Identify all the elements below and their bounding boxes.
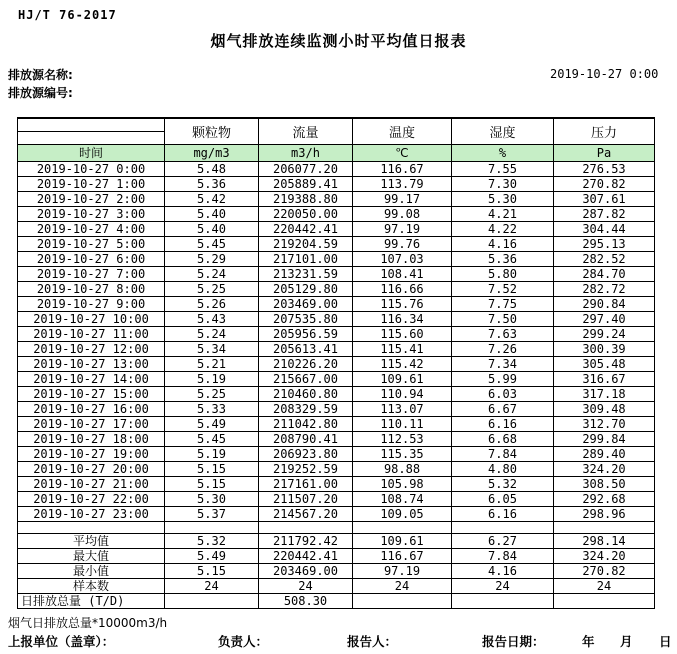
time-cell: 2019-10-27 16:00 (18, 402, 165, 417)
value-cell: 316.67 (554, 372, 655, 387)
value-cell: 5.45 (165, 237, 259, 252)
value-cell: 4.16 (452, 237, 554, 252)
summary-label-cell: 平均值 (18, 534, 165, 549)
value-cell: 208329.59 (259, 402, 353, 417)
value-cell: 5.32 (452, 477, 554, 492)
value-cell (165, 594, 259, 609)
time-cell: 2019-10-27 11:00 (18, 327, 165, 342)
responsible-person-label: 负责人： (218, 634, 269, 649)
value-cell: 210460.80 (259, 387, 353, 402)
value-cell: 317.18 (554, 387, 655, 402)
value-cell: 5.34 (165, 342, 259, 357)
value-cell: 6.16 (452, 507, 554, 522)
time-cell: 2019-10-27 17:00 (18, 417, 165, 432)
table-row (18, 282, 655, 297)
value-cell: 307.61 (554, 192, 655, 207)
report-unit-label: 上报单位（盖章）： (8, 634, 115, 649)
value-cell: 5.40 (165, 207, 259, 222)
table-row (18, 372, 655, 387)
value-cell: 108.41 (353, 267, 452, 282)
value-cell: 115.41 (353, 342, 452, 357)
summary-row (18, 594, 655, 609)
table-row (18, 357, 655, 372)
value-cell: 270.82 (554, 564, 655, 579)
value-cell: 203469.00 (259, 564, 353, 579)
value-cell: 115.76 (353, 297, 452, 312)
value-cell: 220442.41 (259, 549, 353, 564)
column-header-pressure: 压力 (554, 118, 655, 145)
value-cell: 24 (452, 579, 554, 594)
value-cell: 115.60 (353, 327, 452, 342)
report-date-label: 报告日期： (482, 634, 545, 649)
time-header-cell: 时间 (18, 145, 165, 162)
unit-cell-flow: m3/h (259, 145, 353, 162)
value-cell: 108.74 (353, 492, 452, 507)
value-cell: 282.72 (554, 282, 655, 297)
table-row (18, 327, 655, 342)
value-cell: 6.67 (452, 402, 554, 417)
value-cell: 5.49 (165, 549, 259, 564)
value-cell: 214567.20 (259, 507, 353, 522)
value-cell: 5.30 (452, 192, 554, 207)
value-cell: 5.29 (165, 252, 259, 267)
value-cell: 98.88 (353, 462, 452, 477)
value-cell: 270.82 (554, 177, 655, 192)
summary-row (18, 534, 655, 549)
value-cell: 5.36 (165, 177, 259, 192)
table-row (18, 432, 655, 447)
value-cell: 110.94 (353, 387, 452, 402)
time-header-spacer-bottom (18, 132, 165, 145)
time-cell: 2019-10-27 12:00 (18, 342, 165, 357)
value-cell: 5.25 (165, 387, 259, 402)
value-cell: 7.84 (452, 447, 554, 462)
time-cell: 2019-10-27 0:00 (18, 162, 165, 177)
column-header-particulate: 颗粒物 (165, 118, 259, 145)
table-row (18, 507, 655, 522)
value-cell: 308.50 (554, 477, 655, 492)
table-row (18, 237, 655, 252)
value-cell: 109.61 (353, 372, 452, 387)
value-cell: 298.96 (554, 507, 655, 522)
time-cell: 2019-10-27 18:00 (18, 432, 165, 447)
table-row (18, 207, 655, 222)
value-cell: 5.99 (452, 372, 554, 387)
summary-label-cell: 日排放总量 (T/D) (18, 594, 165, 609)
value-cell: 113.07 (353, 402, 452, 417)
value-cell: 292.68 (554, 492, 655, 507)
value-cell: 110.11 (353, 417, 452, 432)
summary-row (18, 579, 655, 594)
value-cell: 305.48 (554, 357, 655, 372)
time-cell: 2019-10-27 4:00 (18, 222, 165, 237)
value-cell: 5.40 (165, 222, 259, 237)
table-row (18, 192, 655, 207)
value-cell: 113.79 (353, 177, 452, 192)
value-cell: 7.50 (452, 312, 554, 327)
table-row (18, 492, 655, 507)
value-cell: 4.21 (452, 207, 554, 222)
spacer-row (18, 522, 655, 534)
value-cell: 5.33 (165, 402, 259, 417)
value-cell (554, 594, 655, 609)
source-name-label: 排放源名称: (8, 68, 73, 82)
value-cell: 5.45 (165, 432, 259, 447)
value-cell: 211507.20 (259, 492, 353, 507)
table-row (18, 297, 655, 312)
value-cell: 206923.80 (259, 447, 353, 462)
value-cell: 5.24 (165, 327, 259, 342)
value-cell: 5.25 (165, 282, 259, 297)
value-cell: 5.15 (165, 564, 259, 579)
table-row (18, 177, 655, 192)
value-cell: 5.15 (165, 477, 259, 492)
table-row (18, 342, 655, 357)
value-cell: 203469.00 (259, 297, 353, 312)
value-cell: 5.36 (452, 252, 554, 267)
value-cell: 211042.80 (259, 417, 353, 432)
standard-code: HJ/T 76-2017 (18, 8, 117, 22)
table-row (18, 477, 655, 492)
value-cell: 7.63 (452, 327, 554, 342)
value-cell: 215667.00 (259, 372, 353, 387)
unit-cell-temperature: ℃ (353, 145, 452, 162)
report-title: 烟气排放连续监测小时平均值日报表 (210, 32, 467, 50)
summary-row (18, 564, 655, 579)
footer-note: 烟气日排放总量*10000m3/h (8, 616, 168, 630)
value-cell: 97.19 (353, 564, 452, 579)
value-cell: 304.44 (554, 222, 655, 237)
table-row (18, 402, 655, 417)
source-id-label: 排放源编号: (8, 86, 73, 100)
value-cell: 7.84 (452, 549, 554, 564)
value-cell: 109.05 (353, 507, 452, 522)
value-cell: 208790.41 (259, 432, 353, 447)
value-cell: 289.40 (554, 447, 655, 462)
value-cell: 206077.20 (259, 162, 353, 177)
value-cell: 210226.20 (259, 357, 353, 372)
value-cell: 5.37 (165, 507, 259, 522)
value-cell: 99.17 (353, 192, 452, 207)
day-label: 日 (659, 634, 672, 649)
table-row (18, 267, 655, 282)
value-cell: 24 (353, 579, 452, 594)
value-cell: 109.61 (353, 534, 452, 549)
value-cell: 7.55 (452, 162, 554, 177)
value-cell: 297.40 (554, 312, 655, 327)
value-cell: 7.52 (452, 282, 554, 297)
column-header-temperature: 温度 (353, 118, 452, 145)
unit-cell-humidity: % (452, 145, 554, 162)
table-row (18, 447, 655, 462)
value-cell: 508.30 (259, 594, 353, 609)
time-cell: 2019-10-27 23:00 (18, 507, 165, 522)
table-row (18, 417, 655, 432)
time-cell: 2019-10-27 15:00 (18, 387, 165, 402)
value-cell: 205889.41 (259, 177, 353, 192)
value-cell: 116.66 (353, 282, 452, 297)
value-cell: 6.27 (452, 534, 554, 549)
time-cell: 2019-10-27 22:00 (18, 492, 165, 507)
value-cell: 116.67 (353, 162, 452, 177)
value-cell: 312.70 (554, 417, 655, 432)
value-cell: 207535.80 (259, 312, 353, 327)
value-cell: 7.26 (452, 342, 554, 357)
value-cell: 299.24 (554, 327, 655, 342)
time-cell: 2019-10-27 7:00 (18, 267, 165, 282)
summary-row (18, 549, 655, 564)
value-cell: 324.20 (554, 462, 655, 477)
table-row (18, 462, 655, 477)
value-cell: 4.16 (452, 564, 554, 579)
value-cell: 205129.80 (259, 282, 353, 297)
time-cell: 2019-10-27 13:00 (18, 357, 165, 372)
table-row (18, 312, 655, 327)
summary-label-cell: 最小值 (18, 564, 165, 579)
time-cell: 2019-10-27 21:00 (18, 477, 165, 492)
value-cell: 220442.41 (259, 222, 353, 237)
time-cell: 2019-10-27 19:00 (18, 447, 165, 462)
value-cell: 7.75 (452, 297, 554, 312)
value-cell: 4.80 (452, 462, 554, 477)
value-cell: 7.34 (452, 357, 554, 372)
time-header-spacer-top (18, 118, 165, 132)
value-cell: 5.21 (165, 357, 259, 372)
value-cell: 116.34 (353, 312, 452, 327)
value-cell: 298.14 (554, 534, 655, 549)
value-cell: 6.16 (452, 417, 554, 432)
value-cell: 6.03 (452, 387, 554, 402)
unit-cell-pressure: Pa (554, 145, 655, 162)
value-cell: 287.82 (554, 207, 655, 222)
time-cell: 2019-10-27 6:00 (18, 252, 165, 267)
value-cell: 5.24 (165, 267, 259, 282)
time-cell: 2019-10-27 5:00 (18, 237, 165, 252)
value-cell: 24 (259, 579, 353, 594)
value-cell: 219252.59 (259, 462, 353, 477)
month-label: 月 (620, 634, 633, 649)
table-row (18, 252, 655, 267)
column-header-humidity: 湿度 (452, 118, 554, 145)
time-cell: 2019-10-27 14:00 (18, 372, 165, 387)
time-cell: 2019-10-27 8:00 (18, 282, 165, 297)
value-cell: 24 (554, 579, 655, 594)
time-cell: 2019-10-27 10:00 (18, 312, 165, 327)
value-cell: 220050.00 (259, 207, 353, 222)
value-cell: 300.39 (554, 342, 655, 357)
value-cell: 116.67 (353, 549, 452, 564)
value-cell: 284.70 (554, 267, 655, 282)
value-cell: 115.35 (353, 447, 452, 462)
value-cell (353, 594, 452, 609)
value-cell: 290.84 (554, 297, 655, 312)
value-cell: 213231.59 (259, 267, 353, 282)
value-cell: 219388.80 (259, 192, 353, 207)
value-cell: 282.52 (554, 252, 655, 267)
report-table (17, 117, 655, 609)
value-cell: 5.26 (165, 297, 259, 312)
time-cell: 2019-10-27 3:00 (18, 207, 165, 222)
value-cell: 24 (165, 579, 259, 594)
value-cell: 276.53 (554, 162, 655, 177)
time-cell: 2019-10-27 2:00 (18, 192, 165, 207)
table-row (18, 387, 655, 402)
unit-cell-particulate: mg/m3 (165, 145, 259, 162)
value-cell: 112.53 (353, 432, 452, 447)
value-cell: 217161.00 (259, 477, 353, 492)
table-row (18, 222, 655, 237)
time-cell: 2019-10-27 20:00 (18, 462, 165, 477)
time-cell: 2019-10-27 1:00 (18, 177, 165, 192)
value-cell: 299.84 (554, 432, 655, 447)
reporter-label: 报告人： (347, 634, 398, 649)
value-cell: 5.42 (165, 192, 259, 207)
table-row (18, 162, 655, 177)
year-label: 年 (582, 634, 595, 649)
spacer-row-group (18, 522, 655, 534)
summary-label-cell: 样本数 (18, 579, 165, 594)
value-cell: 5.32 (165, 534, 259, 549)
value-cell: 6.05 (452, 492, 554, 507)
value-cell: 5.15 (165, 462, 259, 477)
value-cell: 324.20 (554, 549, 655, 564)
hourly-rows (18, 162, 655, 522)
value-cell: 309.48 (554, 402, 655, 417)
value-cell: 211792.42 (259, 534, 353, 549)
value-cell: 5.19 (165, 447, 259, 462)
value-cell: 5.30 (165, 492, 259, 507)
value-cell: 5.80 (452, 267, 554, 282)
time-cell: 2019-10-27 9:00 (18, 297, 165, 312)
value-cell: 115.42 (353, 357, 452, 372)
report-datetime: 2019-10-27 0:00 (550, 67, 659, 81)
value-cell: 205613.41 (259, 342, 353, 357)
value-cell: 205956.59 (259, 327, 353, 342)
value-cell: 6.68 (452, 432, 554, 447)
value-cell: 99.08 (353, 207, 452, 222)
value-cell: 7.30 (452, 177, 554, 192)
column-header-flow: 流量 (259, 118, 353, 145)
value-cell: 295.13 (554, 237, 655, 252)
value-cell: 5.49 (165, 417, 259, 432)
value-cell: 97.19 (353, 222, 452, 237)
value-cell (452, 594, 554, 609)
summary-rows (18, 534, 655, 609)
value-cell: 5.43 (165, 312, 259, 327)
value-cell: 107.03 (353, 252, 452, 267)
value-cell: 5.19 (165, 372, 259, 387)
value-cell: 99.76 (353, 237, 452, 252)
value-cell: 105.98 (353, 477, 452, 492)
value-cell: 4.22 (452, 222, 554, 237)
value-cell: 217101.00 (259, 252, 353, 267)
summary-label-cell: 最大值 (18, 549, 165, 564)
value-cell: 5.48 (165, 162, 259, 177)
value-cell: 219204.59 (259, 237, 353, 252)
